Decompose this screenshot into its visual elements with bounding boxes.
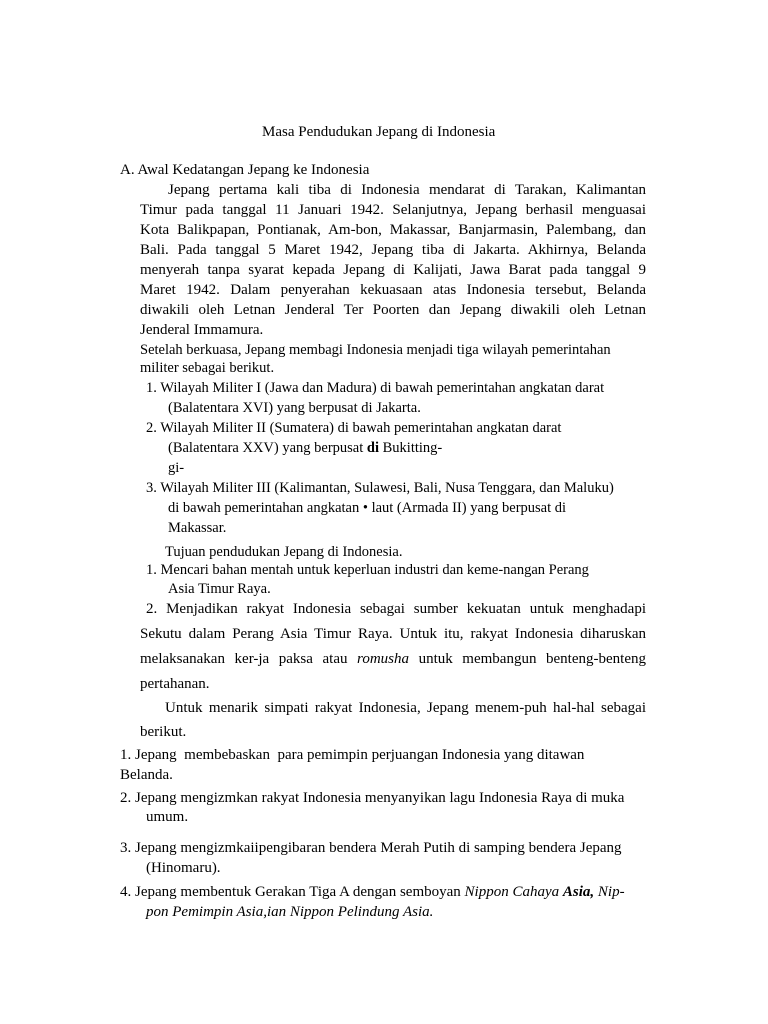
paragraph-line: Bali. Pada tanggal 5 Maret 1942, Jepang tiba di Jakarta. Akhirnya, Belanda — [140, 242, 646, 258]
list-item-wilayah-2: 2. Wilayah Militer II (Sumatera) di bawah pemerintahan angkatan darat — [146, 420, 562, 436]
list-item-tujuan-2-cont: Sekutu dalam Perang Asia Timur Raya. Untuk itu, rakyat Indonesia diharuskan — [140, 626, 646, 642]
list-item-tujuan-1-cont: Asia Timur Raya. — [168, 581, 271, 597]
list-item-hal-3: 3. Jepang mengizmkaiipengibaran bendera Merah Putih di samping bendera Jepang — [120, 840, 622, 856]
section-a-heading: A. Awal Kedatangan Jepang ke Indonesia — [120, 162, 370, 178]
paragraph-line: menyerah tanpa syarat kepada Jepang di Kalijati, Jawa Barat pada tanggal 9 — [140, 262, 646, 278]
list-item-hal-4-cont: pon Pemimpin Asia,ian Nippon Pelindung Asia. — [146, 904, 434, 920]
list-item-hal-2-cont: umum. — [146, 809, 189, 825]
simpati-paragraph: Untuk menarik simpati rakyat Indonesia, Jepang menem-puh hal-hal sebagai — [165, 700, 646, 716]
list-item-wilayah-3-cont: di bawah pemerintahan angkatan • laut (Armada II) yang berpusat di — [168, 500, 567, 516]
tujuan-heading: Tujuan pendudukan Jepang di Indonesia. — [165, 544, 403, 560]
list-item-tujuan-1: 1. Mencari bahan mentah untuk keperluan industri dan keme-nangan Perang — [146, 562, 589, 578]
paragraph-line: Jepang pertama kali tiba di Indonesia mendarat di Tarakan, Kalimantan — [168, 182, 646, 198]
list-item-tujuan-2-cont: pertahanan. — [140, 676, 210, 692]
list-item-wilayah-3: 3. Wilayah Militer III (Kalimantan, Sulawesi, Bali, Nusa Tenggara, dan Maluku) — [146, 480, 614, 496]
list-item-wilayah-3-cont2: Makassar. — [168, 520, 227, 536]
list-item-wilayah-2-cont: (Balatentara XXV) yang berpusat di Bukitting- — [168, 440, 443, 456]
paragraph-line: Maret 1942. Dalam penyerahan kekuasaan atas Indonesia tersebut, Belanda — [140, 282, 646, 298]
paragraph-line: Jenderal Immamura. — [140, 322, 264, 338]
list-item-tujuan-2: 2. Menjadikan rakyat Indonesia sebagai sumber kekuatan untuk menghadapi — [146, 601, 646, 617]
list-item-tujuan-2-cont: melaksanakan ker-ja paksa atau romusha untuk membangun benteng-benteng — [140, 651, 646, 667]
list-item-hal-1: 1. Jepang membebaskan para pemimpin perjuangan Indonesia yang ditawan — [120, 747, 585, 763]
page-title: Masa Pendudukan Jepang di Indonesia — [262, 124, 496, 140]
paragraph-line: Setelah berkuasa, Jepang membagi Indonesia menjadi tiga wilayah pemerintahan — [140, 342, 611, 358]
list-item-wilayah-1: 1. Wilayah Militer I (Jawa dan Madura) di bawah pemerintahan angkatan darat — [146, 380, 605, 396]
list-item-hal-4: 4. Jepang membentuk Gerakan Tiga A dengan semboyan Nippon Cahaya Asia, Nip- — [120, 884, 625, 900]
list-item-hal-2: 2. Jepang mengizmkan rakyat Indonesia menyanyikan lagu Indonesia Raya di muka — [120, 790, 625, 806]
list-item-wilayah-2-cont2: gi- — [168, 460, 185, 476]
list-item-hal-3-cont: (Hinomaru). — [146, 860, 221, 876]
paragraph-line: militer sebagai berikut. — [140, 360, 275, 376]
paragraph-line: diwakili oleh Letnan Jenderal Ter Poorten dan Jepang diwakili oleh Letnan — [140, 302, 646, 318]
list-item-wilayah-1-cont: (Balatentara XVI) yang berpusat di Jakarta. — [168, 400, 421, 416]
paragraph-line: Timur pada tanggal 11 Januari 1942. Selanjutnya, Jepang berhasil menguasai — [140, 202, 646, 218]
simpati-paragraph-cont: berikut. — [140, 724, 187, 740]
list-item-hal-1-cont: Belanda. — [120, 767, 173, 783]
paragraph-line: Kota Balikpapan, Pontianak, Am-bon, Makassar, Banjarmasin, Palembang, dan — [140, 222, 646, 238]
